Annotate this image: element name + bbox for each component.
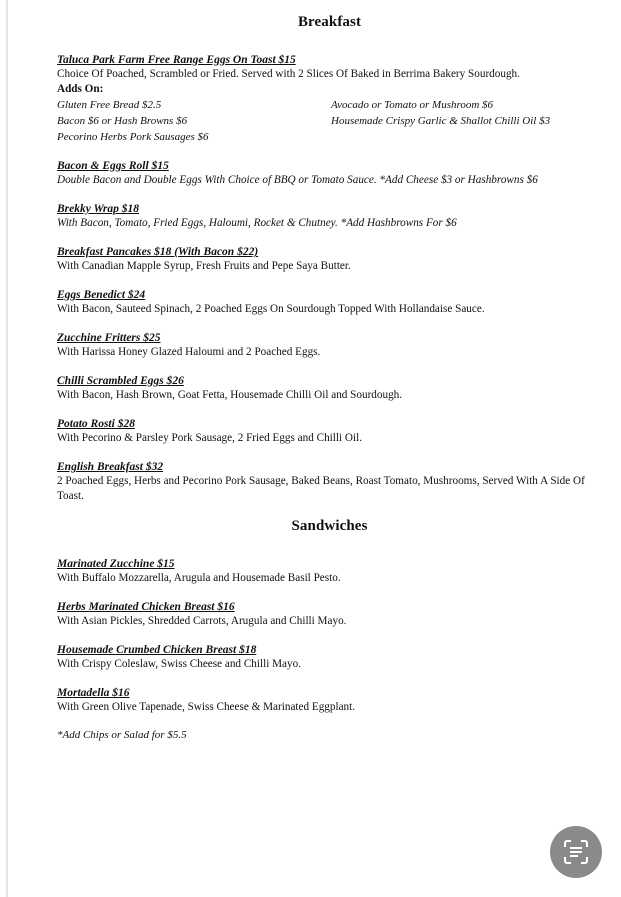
- menu-item-title: Marinated Zucchine $15: [57, 558, 175, 570]
- adds-on-label: Adds On:: [57, 83, 104, 95]
- menu-item-title: Housemade Crumbed Chicken Breast $18: [57, 644, 257, 656]
- menu-item-description: With Buffalo Mozzarella, Arugula and Housemade Basil Pesto.: [57, 572, 341, 584]
- menu-item-description: With Pecorino & Parsley Pork Sausage, 2 Fried Eggs and Chilli Oil.: [57, 432, 363, 444]
- menu-item-description: With Bacon, Sauteed Spinach, 2 Poached Eggs On Sourdough Topped With Hollandaise Sauce.: [57, 303, 485, 315]
- menu-item: [57, 159, 602, 188]
- menu-item-description: Choice Of Poached, Scrambled or Fried. Served with 2 Slices Of Baked in Berrima Bakery Sourdough.: [57, 68, 520, 80]
- addon-item: Housemade Crispy Garlic & Shallot Chilli Oil $3: [331, 115, 551, 127]
- menu-item: [57, 331, 602, 360]
- menu-item-title: Bacon & Eggs Roll $15: [57, 160, 169, 172]
- addon-item: Bacon $6 or Hash Browns $6: [57, 115, 188, 127]
- menu-item: [57, 643, 602, 672]
- addons-list: [57, 97, 602, 145]
- sandwiches-heading: Sandwiches: [291, 518, 368, 534]
- menu-item-description: With Crispy Coleslaw, Swiss Cheese and Chilli Mayo.: [57, 658, 302, 670]
- menu-item-title: English Breakfast $32: [57, 461, 164, 473]
- menu-item-title: Mortadella $16: [57, 687, 130, 699]
- menu-item-title: Zucchine Fritters $25: [57, 332, 161, 344]
- menu-item-description: With Canadian Mapple Syrup, Fresh Fruits and Pepe Saya Butter.: [57, 260, 351, 272]
- addon-item: Avocado or Tomato or Mushroom $6: [331, 99, 494, 111]
- menu-item: [57, 557, 602, 586]
- menu-item-title: Potato Rosti $28: [57, 418, 135, 430]
- menu-item-description: 2 Poached Eggs, Herbs and Pecorino Pork Sausage, Baked Beans, Roast Tomato, Mushrooms, Served With A Side Of Toast.: [57, 475, 585, 502]
- menu-item-title: Chilli Scrambled Eggs $26: [57, 375, 184, 387]
- menu-item-description: Double Bacon and Double Eggs With Choice of BBQ or Tomato Sauce. *Add Cheese $3 or Hashbrowns $6: [57, 174, 538, 186]
- page-edge-divider: [6, 0, 8, 897]
- breakfast-items: [57, 159, 602, 504]
- text-scan-button[interactable]: [550, 826, 602, 878]
- menu-item-title: Eggs Benedict $24: [57, 289, 146, 301]
- menu-item-description: With Bacon, Tomato, Fried Eggs, Haloumi, Rocket & Chutney. *Add Hashbrowns For $6: [57, 217, 457, 229]
- menu-item-description: With Harissa Honey Glazed Haloumi and 2 Poached Eggs.: [57, 346, 321, 358]
- menu-item: [57, 600, 602, 629]
- menu-item: [57, 288, 602, 317]
- menu-item-description: With Green Olive Tapenade, Swiss Cheese & Marinated Eggplant.: [57, 701, 356, 713]
- menu-item-title: Breakfast Pancakes $18 (With Bacon $22): [57, 246, 259, 258]
- menu-item: [57, 686, 602, 715]
- menu-item-title: Taluca Park Farm Free Range Eggs On Toast $15: [57, 54, 296, 66]
- menu-item: [57, 460, 602, 504]
- menu-item-title: Brekky Wrap $18: [57, 203, 139, 215]
- addon-item: [331, 129, 602, 145]
- text-scan-icon: [563, 839, 589, 865]
- menu-item: [57, 374, 602, 403]
- menu-item: [57, 53, 602, 145]
- menu-page: [57, 14, 602, 752]
- menu-item: [57, 202, 602, 231]
- sides-note: *Add Chips or Salad for $5.5: [57, 729, 187, 741]
- breakfast-heading: Breakfast: [297, 14, 362, 30]
- addon-item: Pecorino Herbs Pork Sausages $6: [57, 131, 209, 143]
- menu-item-description: With Asian Pickles, Shredded Carrots, Arugula and Chilli Mayo.: [57, 615, 347, 627]
- addon-item: Gluten Free Bread $2.5: [57, 99, 162, 111]
- menu-item: [57, 417, 602, 446]
- menu-item-title: Herbs Marinated Chicken Breast $16: [57, 601, 235, 613]
- sandwich-items: [57, 557, 602, 715]
- menu-item: [57, 245, 602, 274]
- menu-item-description: With Bacon, Hash Brown, Goat Fetta, Housemade Chilli Oil and Sourdough.: [57, 389, 403, 401]
